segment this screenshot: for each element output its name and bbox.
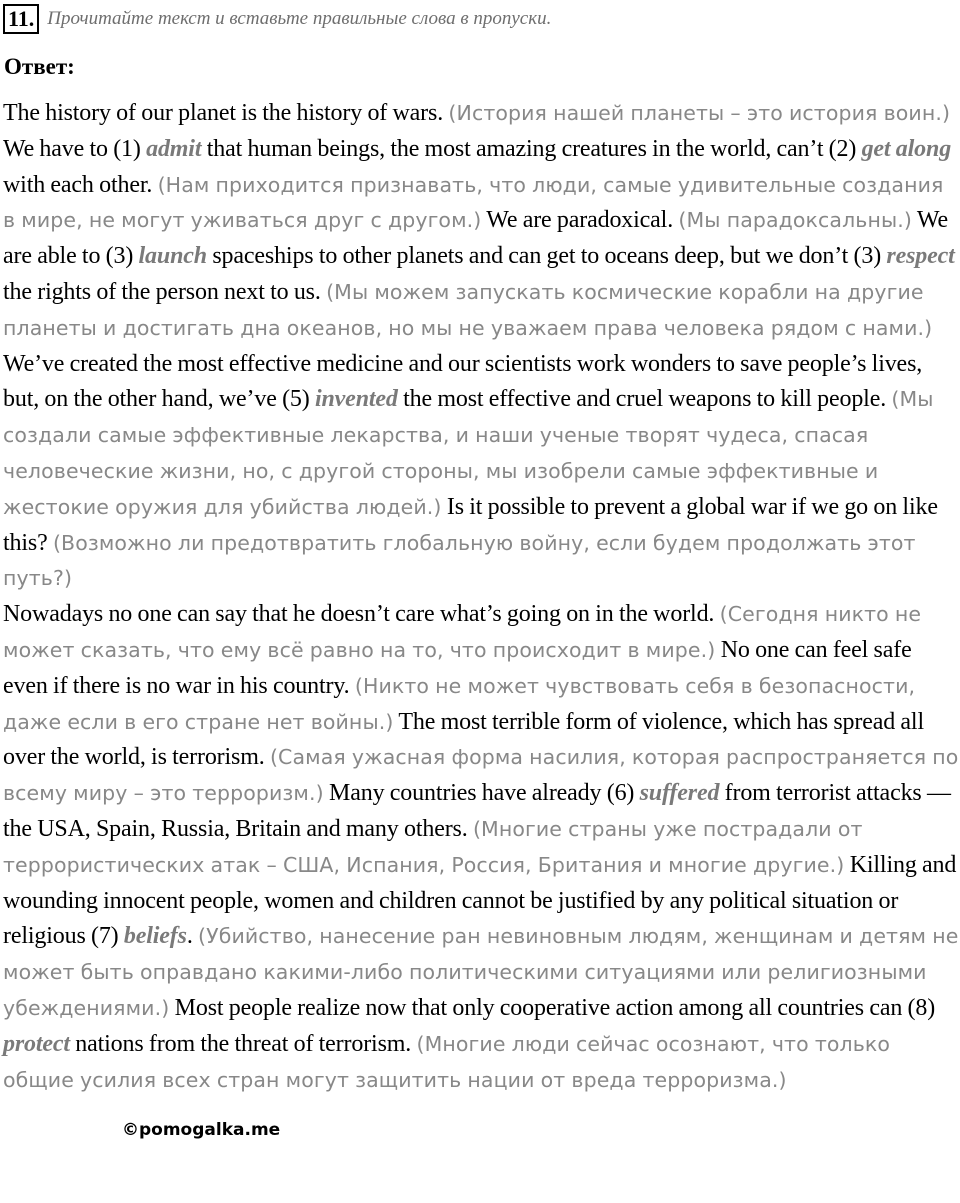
translation-text: (История нашей планеты – это история воин.) [448,101,951,125]
translation-text: (Мы парадоксальны.) [678,208,912,233]
english-text: from terrorist attacks — the USA, Spain, Russia, Britain and many others. [3,780,951,842]
english-text: We have to (1) [3,135,147,162]
english-text: . [186,923,199,950]
english-text: The history of our planet is the history of wars. [3,100,449,126]
answer-word: suffered [639,780,720,807]
answer-word: get along [861,135,952,162]
translation-text: (Никто не может чувствовать себя в безопасности, даже если в его стране нет войны.) [3,673,916,734]
english-text: No one can feel safe even if there is no war in his country. [3,636,912,699]
translation-text: (Мы можем запускать космические корабли на другие планеты и достигать дна океанов, но мы не уважаем права человека рядом с нами.) [3,279,933,340]
english-text: Many countries have already (6) [323,780,640,807]
exercise-instruction: Прочитайте текст и вставьте правильные слова в пропуски. [47,8,552,29]
english-text: the most effective and cruel weapons to kill people. [397,386,892,413]
english-text: We are able to (3) [3,207,948,270]
english-text: the rights of the person next to us. [3,278,327,305]
translation-text: (Многие страны уже пострадали от террористических атак – США, Испания, Россия, Британия и многие другие.) [3,816,863,877]
english-text: Most people realize now that only cooperative action among all countries can (8) [169,994,936,1021]
translation-text: (Многие люди сейчас осознают, что только общие усилия всех стран могут защитить нации от вреда терроризма.) [3,1031,891,1092]
english-text: spaceships to other planets and can get to oceans deep, but we don’t (3) [207,243,887,270]
exercise-header [3,4,551,34]
english-text: The most terrible form of violence, which has spread all over the world, is terrorism. [3,708,924,771]
english-text: Nowadays no one can say that he doesn’t care what’s going on in the world. [3,601,720,628]
answer-text [3,96,960,1098]
exercise-number: 11. [3,4,39,34]
english-text: We are paradoxical. [481,207,679,234]
answer-word: launch [138,243,207,270]
english-text: that human beings, the most amazing creatures in the world, can’t (2) [201,135,862,162]
english-text: Killing and wounding innocent people, women and children cannot be justified by any political situation or religious (7) [3,851,957,950]
english-text: with each other. [3,171,158,198]
translation-text: (Нам приходится признавать, что люди, самые удивительные создания в мире, не могут уживаться друг с другом.) [3,172,944,233]
translation-text: (Убийство, нанесение ран невиновным людям, женщинам и детям не может быть оправдано какими-либо политическими ситуациями или религиозными убеждениями.) [3,924,959,1020]
paragraph-1 [3,96,960,597]
answer-label: Ответ: [4,54,75,79]
translation-text: (Мы создали самые эффективные лекарства, и наши ученые творят чудеса, спасая человеческие жизни, но, с другой стороны, мы изобрели самые эффективные и жестокие оружия для убийства людей.) [3,387,934,519]
answer-word: protect [3,1030,70,1057]
translation-text: (Возможно ли предотвратить глобальную войну, если будем продолжать этот путь?) [3,530,916,591]
paragraph-2 [3,597,960,1098]
answer-word: beliefs [123,923,187,950]
answer-word: invented [314,386,398,413]
translation-text: (Самая ужасная форма насилия, которая распространяется по всему миру – это терроризм.) [3,745,959,806]
watermark: ©pomogalka.me [122,1120,281,1140]
english-text: Is it possible to prevent a global war if we go on like this? [3,493,938,556]
english-text: nations from the threat of terrorism. [69,1030,417,1057]
answer-word: admit [146,135,202,162]
translation-text: (Сегодня никто не может сказать, что ему всё равно на то, что происходит в мире.) [3,602,922,662]
answer-word: respect [886,243,955,270]
english-text: We’ve created the most effective medicine and our scientists work wonders to save people’s lives, but, on the other hand, we’ve (5) [3,350,923,413]
